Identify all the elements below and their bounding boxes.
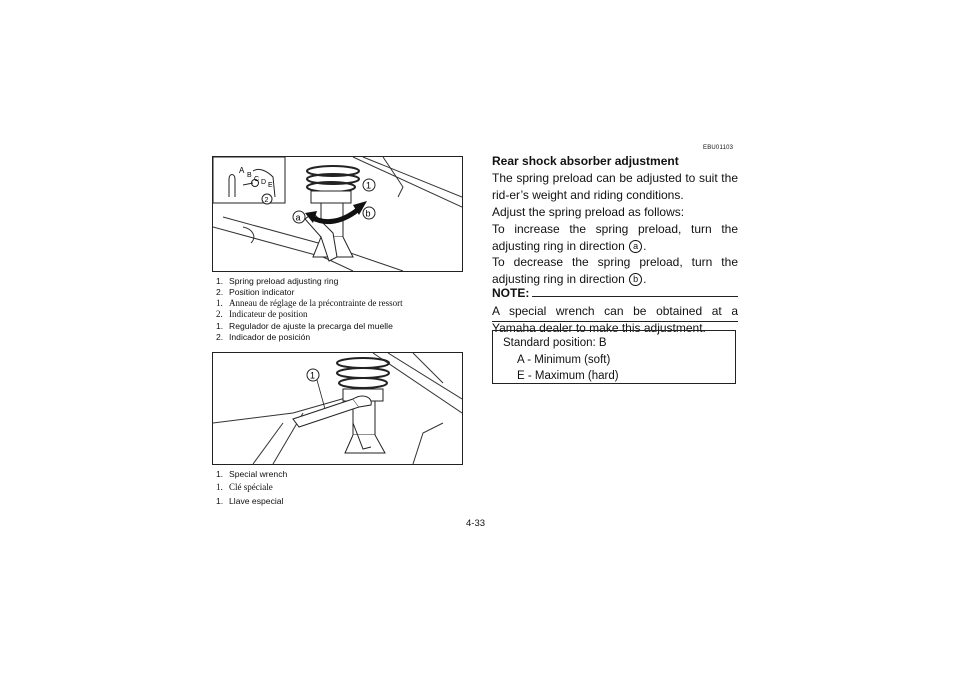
caption-fr-1: 1. Anneau de réglage de la précontrainte de ressort <box>216 298 403 308</box>
indicator-letter-b: B <box>247 172 252 179</box>
paragraph-decrease: To decrease the spring preload, turn the adjusting ring in direction b . <box>492 255 738 286</box>
indicator-letter-a: A <box>239 166 245 175</box>
figure-spring-preload <box>212 156 463 272</box>
standard-position-max: E - Maximum (hard) <box>517 370 619 382</box>
section-heading: Rear shock absorber adjustment <box>492 154 679 168</box>
wrench-illustration <box>213 353 462 464</box>
direction-a-marker: a <box>629 240 642 253</box>
indicator-letter-d: D <box>261 179 267 186</box>
caption2-es-1: 1. Llave especial <box>216 496 284 506</box>
note-end-rule <box>492 321 738 322</box>
caption2-fr-1: 1. Clé spéciale <box>216 482 273 492</box>
caption2-en-1: 1. Special wrench <box>216 469 288 479</box>
direction-b-marker: b <box>629 273 642 286</box>
caption-en-2: 2. Position indicator <box>216 287 295 297</box>
callout-b: b <box>365 208 371 219</box>
note-rule <box>532 296 738 297</box>
spring-coils <box>307 166 359 192</box>
paragraph-adjust: Adjust the spring preload as follows: <box>492 205 685 219</box>
standard-position-box <box>492 330 736 384</box>
paragraph-intro: The spring preload can be adjusted to suit the rid-er’s weight and riding conditions. <box>492 171 738 202</box>
indicator-letter-e: E <box>268 182 273 189</box>
callout-1: 1 <box>366 180 372 191</box>
position-indicator-inset <box>213 157 285 203</box>
caption-es-1: 1. Regulador de ajuste la precarga del muelle <box>216 321 393 331</box>
caption-fr-2: 2. Indicateur de position <box>216 309 308 319</box>
section-code: EBU01103 <box>703 145 734 151</box>
adjusting-ring <box>311 191 351 203</box>
page-number: 4-33 <box>466 518 486 529</box>
callout-1-fig2: 1 <box>310 370 316 381</box>
note-text: A special wrench can be obtained at a Yamaha dealer to make this adjustment. <box>492 304 738 335</box>
caption-en-1: 1. Spring preload adjusting ring <box>216 276 339 286</box>
standard-position-min: A - Minimum (soft) <box>517 353 611 366</box>
note-label: NOTE: <box>492 286 530 300</box>
shock-absorber-illustration <box>213 157 462 271</box>
indicator-letter-c: C <box>254 176 260 183</box>
callout-2: 2 <box>264 197 269 204</box>
caption-es-2: 2. Indicador de posición <box>216 332 311 342</box>
callout-a: a <box>295 212 301 223</box>
figure-special-wrench <box>212 352 463 465</box>
paragraph-increase: To increase the spring preload, turn the adjusting ring in direction a . <box>492 222 738 253</box>
standard-position-title: Standard position: B <box>503 337 607 349</box>
spring-coils-2 <box>337 358 389 388</box>
